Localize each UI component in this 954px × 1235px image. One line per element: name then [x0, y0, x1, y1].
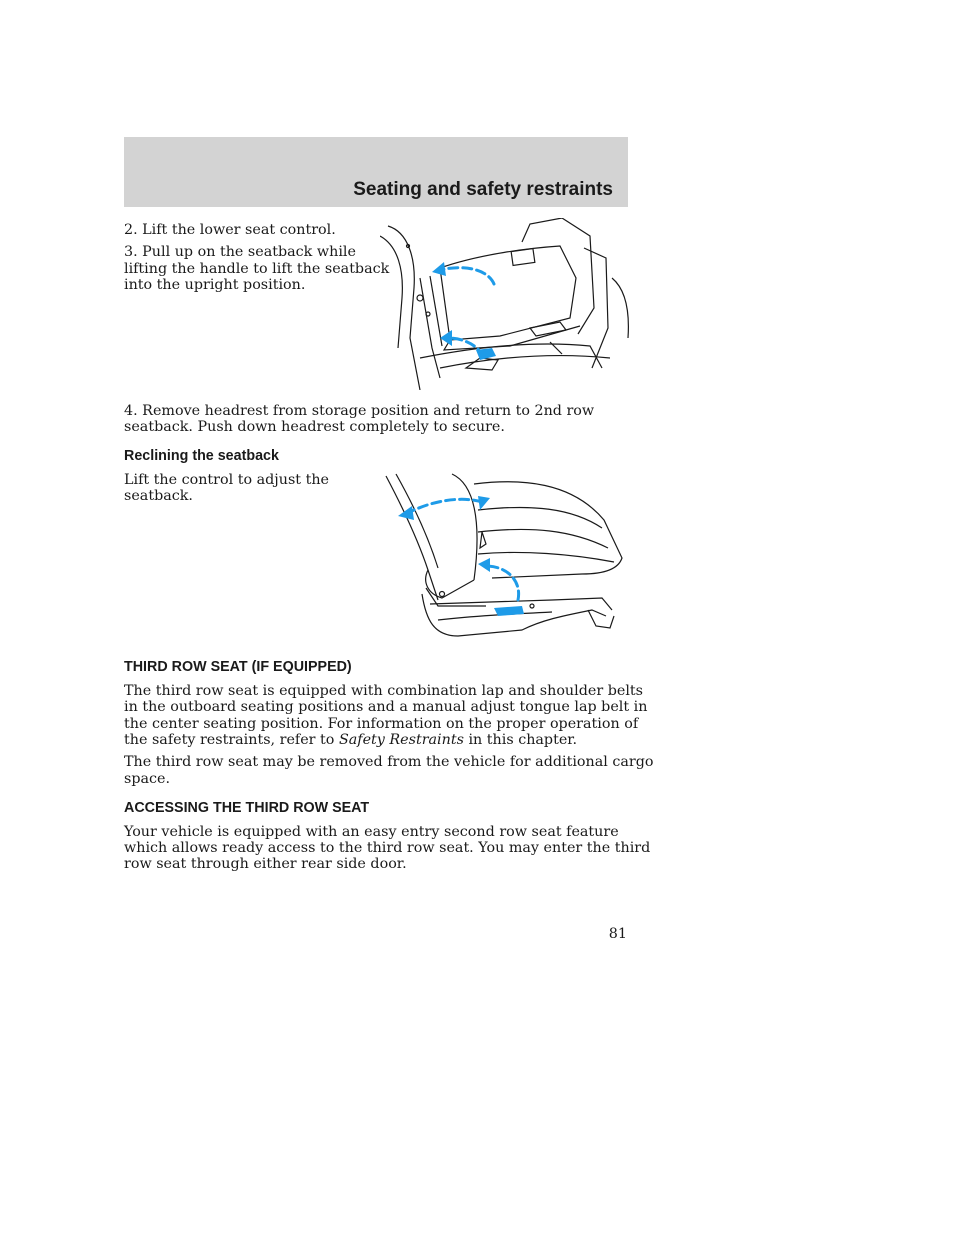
page-number: 81	[608, 926, 627, 942]
seat-recline-illustration	[382, 470, 627, 638]
safety-restraints-reference: Safety Restraints	[338, 732, 464, 748]
third-row-heading: THIRD ROW SEAT (IF EQUIPPED)	[124, 659, 352, 675]
seat-lift-illustration	[380, 218, 630, 390]
accessing-heading: ACCESSING THE THIRD ROW SEAT	[124, 800, 370, 816]
section-title: Seating and safety restraints	[353, 179, 613, 200]
step-2: 2. Lift the lower seat control.	[124, 222, 336, 238]
reclining-heading: Reclining the seatback	[124, 448, 279, 464]
header-band	[124, 137, 628, 207]
